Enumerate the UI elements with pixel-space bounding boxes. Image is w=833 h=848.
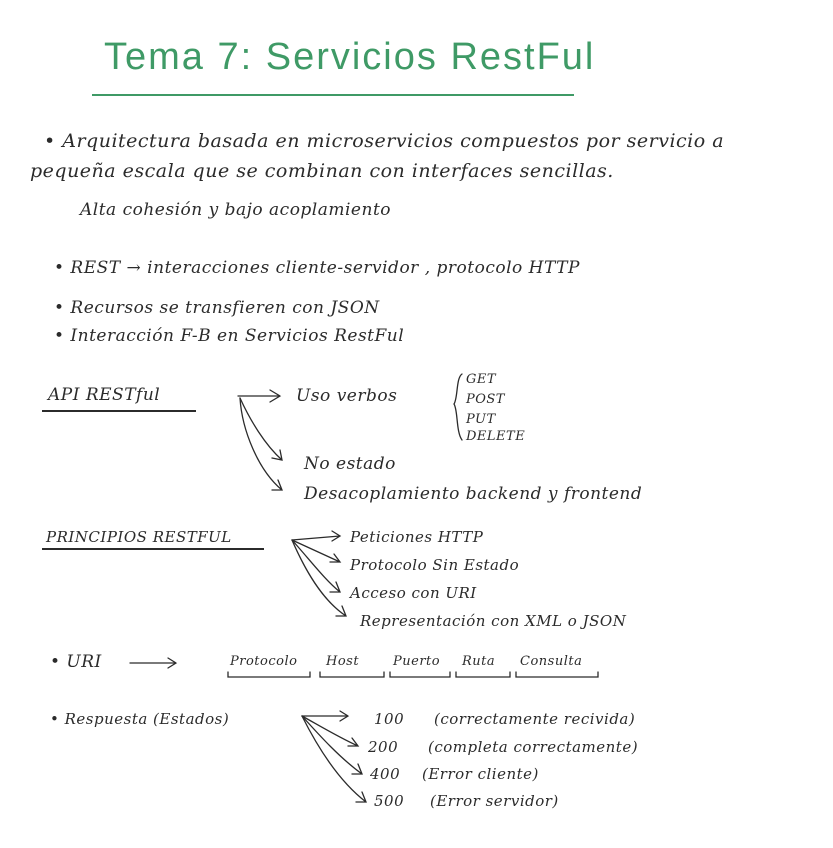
verb-post: POST: [466, 392, 505, 407]
principios-label: PRINCIPIOS RESTFUL: [46, 528, 232, 546]
uri-bracket-host-icon: [320, 672, 384, 677]
api-uso-verbos: Uso verbos: [296, 386, 398, 406]
code-200-desc: (completa correctamente): [428, 738, 639, 756]
code-400-desc: (Error cliente): [422, 765, 539, 783]
principio-4: Representación con XML o JSON: [360, 612, 627, 630]
principio-1: Peticiones HTTP: [350, 528, 484, 546]
code-500: 500: [374, 792, 405, 810]
intro-line-2: pequeña escala que se combinan con interfaces sencillas.: [30, 160, 614, 182]
uri-label: • URI: [50, 652, 102, 672]
arrow-principio-4-icon: [292, 540, 346, 616]
api-no-estado: No estado: [304, 454, 396, 474]
code-400: 400: [370, 765, 401, 783]
arrow-uri-icon: [130, 658, 176, 668]
uri-puerto: Puerto: [393, 654, 441, 669]
uri-ruta: Ruta: [462, 654, 496, 669]
bullet-interaccion: • Interacción F-B en Servicios RestFul: [54, 326, 405, 346]
api-desacoplamiento: Desacoplamiento backend y frontend: [304, 484, 643, 504]
arrow-500-icon: [302, 716, 366, 802]
verb-get: GET: [466, 372, 497, 387]
verbs-brace-icon: [454, 374, 462, 440]
code-100: 100: [374, 710, 405, 728]
arrow-principio-1-icon: [292, 531, 340, 541]
uri-host: Host: [326, 654, 360, 669]
uri-bracket-protocolo-icon: [228, 672, 310, 677]
arrow-principio-2-icon: [292, 540, 340, 562]
code-500-desc: (Error servidor): [430, 792, 559, 810]
principio-2: Protocolo Sin Estado: [350, 556, 520, 574]
intro-line-3: Alta cohesión y bajo acoplamiento: [80, 200, 392, 220]
uri-protocolo: Protocolo: [230, 654, 298, 669]
bullet-recursos: • Recursos se transfieren con JSON: [54, 298, 380, 318]
intro-line-1: • Arquitectura basada en microservicios compuestos por servicio a: [44, 130, 725, 152]
arrow-no-estado-icon: [240, 398, 282, 460]
code-100-desc: (correctamente recivida): [434, 710, 636, 728]
verb-put: PUT: [466, 412, 496, 427]
principio-3: Acceso con URI: [350, 584, 477, 602]
code-200: 200: [368, 738, 399, 756]
uri-bracket-puerto-icon: [390, 672, 450, 677]
verb-delete: DELETE: [466, 429, 526, 444]
uri-bracket-consulta-icon: [516, 672, 598, 677]
api-label: API RESTful: [48, 385, 161, 405]
uri-consulta: Consulta: [520, 654, 583, 669]
uri-bracket-ruta-icon: [456, 672, 510, 677]
arrow-uso-icon: [238, 390, 280, 402]
bullet-rest: • REST → interacciones cliente-servidor , protocolo HTTP: [54, 258, 580, 278]
page-title: Tema 7: Servicios RestFul: [104, 36, 596, 78]
respuesta-label: • Respuesta (Estados): [50, 710, 230, 728]
